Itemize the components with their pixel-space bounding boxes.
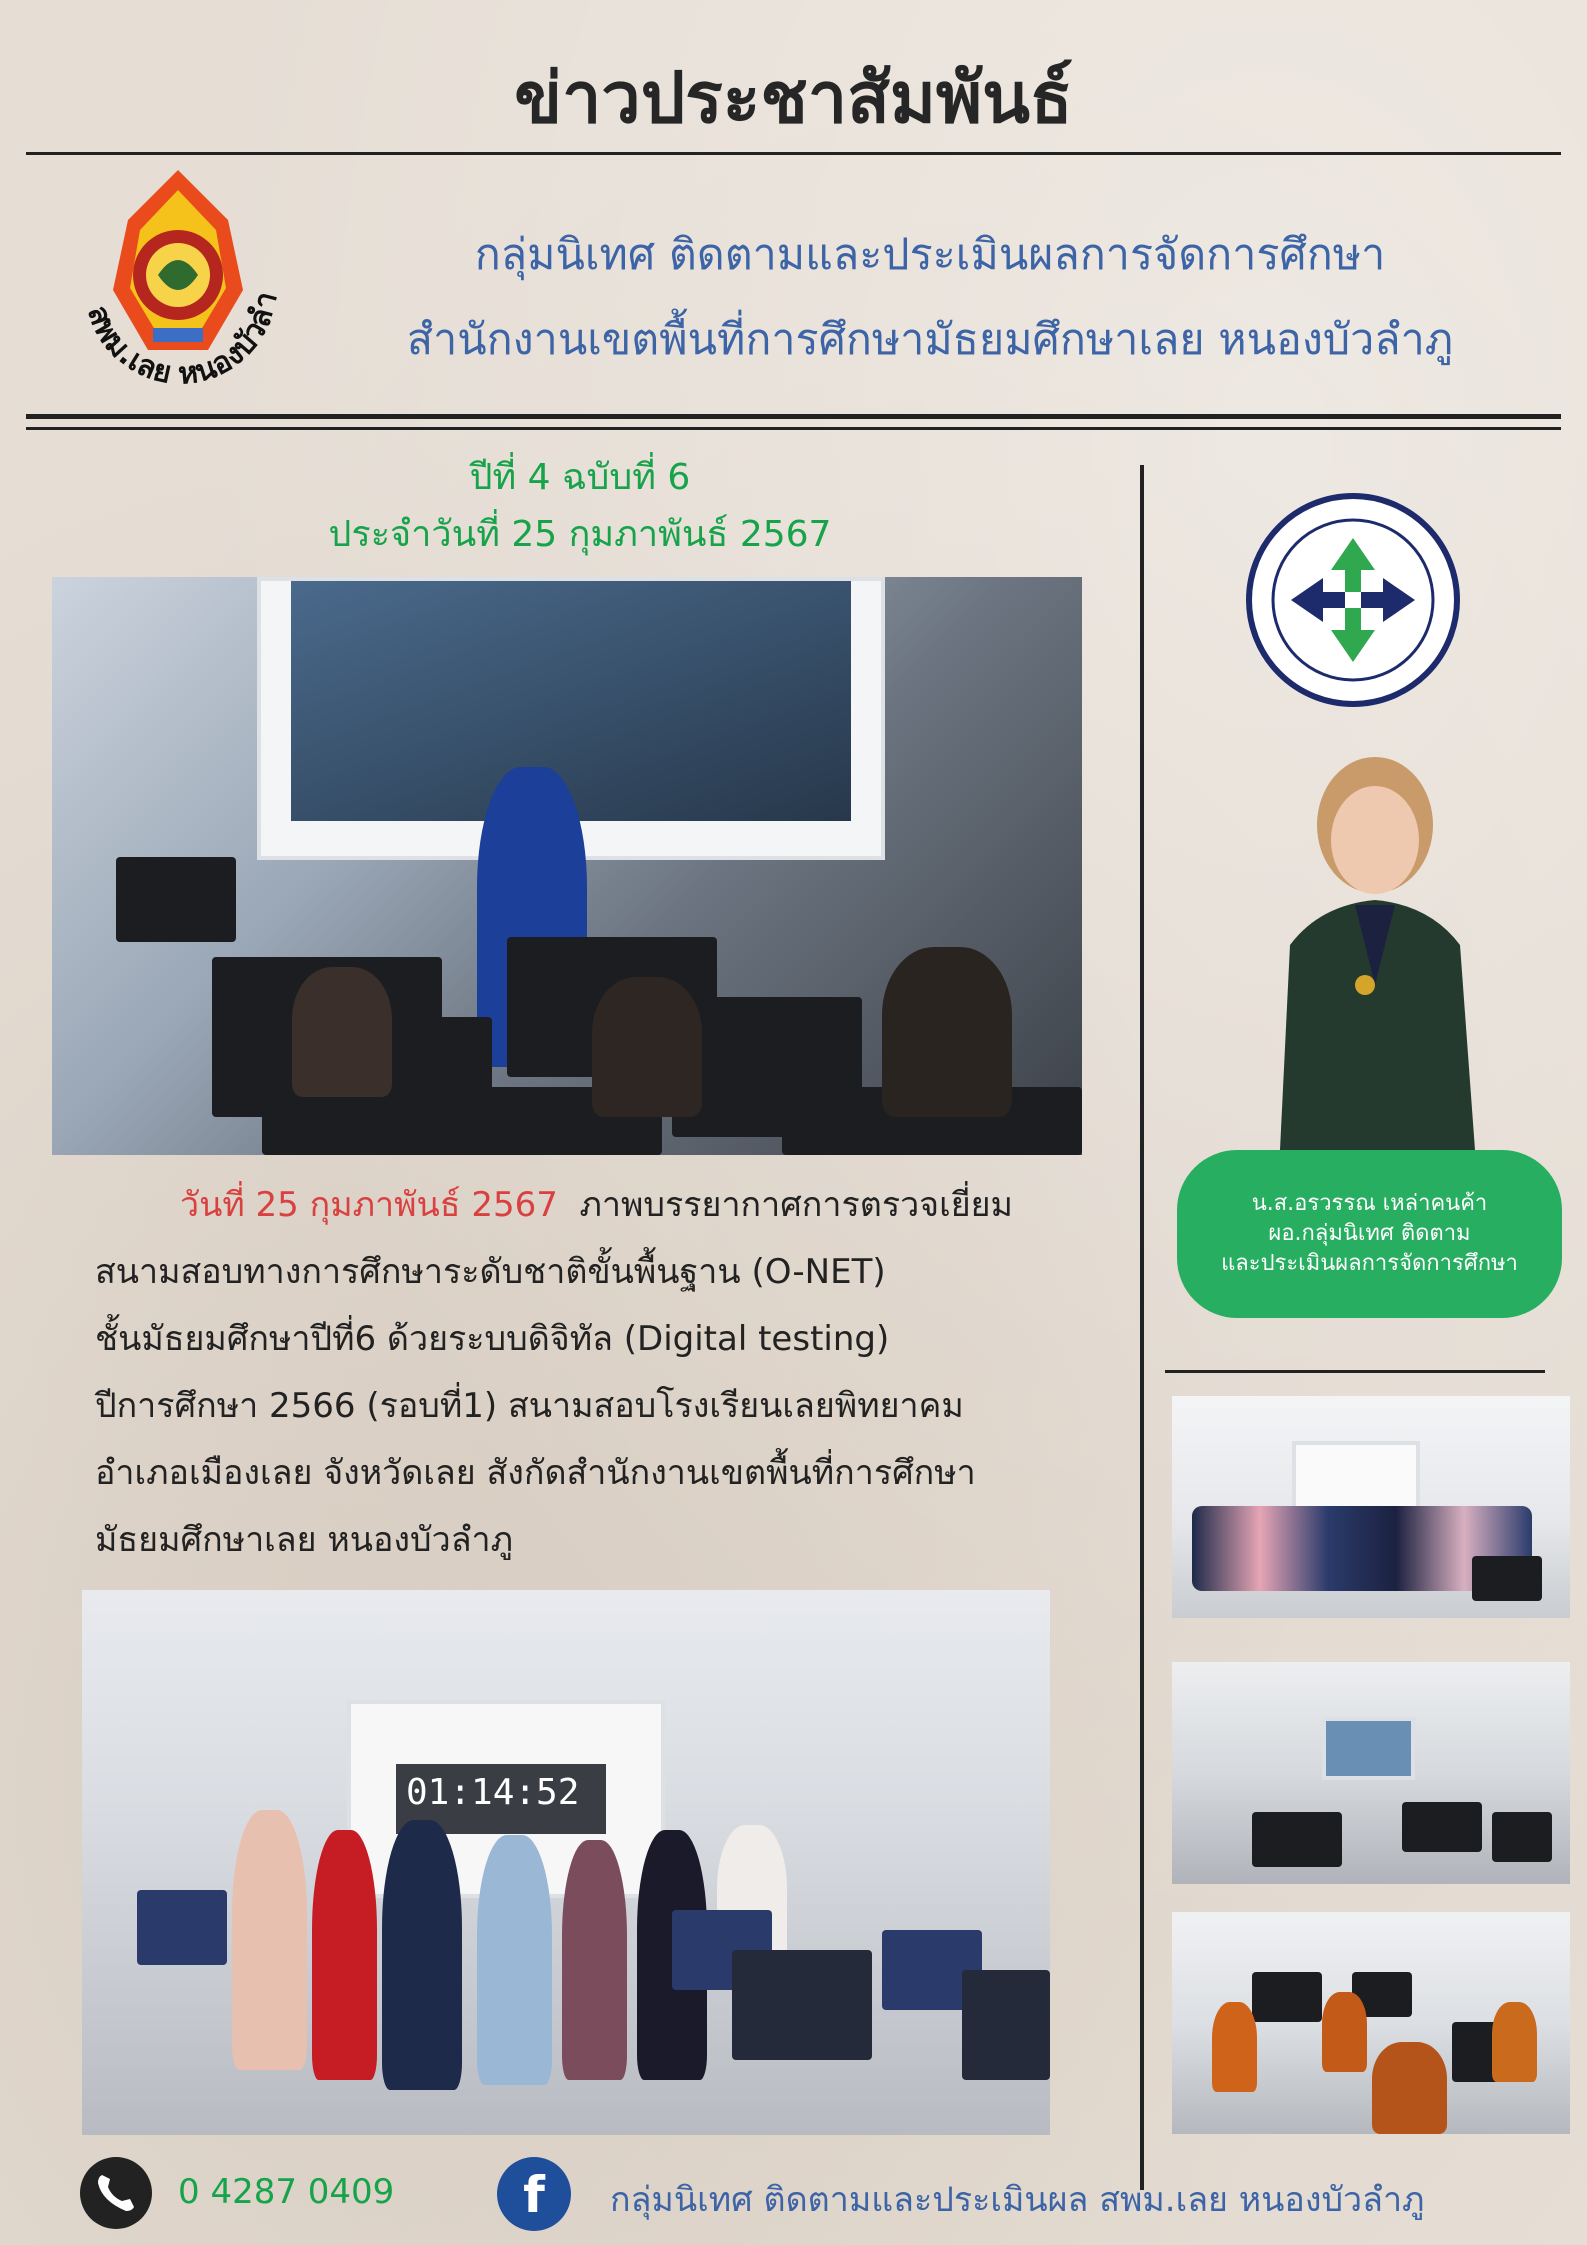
emblem-icon	[58, 160, 298, 400]
svg-text:f: f	[523, 2166, 545, 2224]
article-line-6: มัธยมศึกษาเลย หนองบัวลำภู	[95, 1520, 514, 1560]
article-line-1: ภาพบรรยากาศการตรวจเยี่ยม	[579, 1185, 1013, 1225]
phone-icon	[80, 2157, 152, 2229]
column-divider	[1140, 465, 1144, 2190]
svg-text:สพม.เลย หนองบัวลำภู: สพม.เลย หนองบัวลำ	[79, 288, 285, 392]
director-title-1: ผอ.กลุ่มนิเทศ ติดตาม	[1268, 1221, 1471, 1246]
contact-facebook[interactable]: กลุ่มนิเทศ ติดตามและประเมินผล สพม.เลย หนองบัวลำภู	[610, 2180, 1425, 2220]
portrait-figure-icon	[1260, 755, 1490, 1150]
issue-date: ประจำวันที่ 25 กุมภาพันธ์ 2567	[328, 514, 832, 555]
org-name-line2: สำนักงานเขตพื้นที่การศึกษามัธยมศึกษาเลย หนองบัวลำภู	[406, 315, 1454, 365]
exam-timer: 01:14:52	[406, 1772, 580, 1813]
side-photo-monks	[1172, 1912, 1570, 2134]
page-title: ข่าวประชาสัมพันธ์	[514, 57, 1073, 139]
sidebar-divider	[1165, 1370, 1545, 1373]
header-divider-bottom-1	[26, 414, 1561, 419]
header-divider-bottom-2	[26, 427, 1561, 430]
director-name-badge	[1177, 1150, 1562, 1318]
side-photo-group	[1172, 1396, 1570, 1618]
director-portrait	[1260, 755, 1490, 1150]
director-title-2: และประเมินผลการจัดการศึกษา	[1221, 1251, 1518, 1276]
article-line-5: อำเภอเมืองเลย จังหวัดเลย สังกัดสำนักงานเขตพื้นที่การศึกษา	[95, 1453, 976, 1493]
unit-emblem-icon	[1243, 490, 1463, 710]
article-date: วันที่ 25 กุมภาพันธ์ 2567	[180, 1185, 558, 1225]
group-photo-exam-room	[82, 1590, 1050, 2135]
article-line-2: สนามสอบทางการศึกษาระดับชาติขั้นพื้นฐาน (O-NET)	[95, 1252, 886, 1292]
unit-logo	[1243, 490, 1463, 710]
article-text	[95, 1172, 1135, 1574]
header-divider-top	[26, 152, 1561, 155]
article-line-3: ชั้นมัธยมศึกษาปีที่6 ด้วยระบบดิจิทัล (Digital testing)	[95, 1319, 890, 1359]
facebook-icon	[497, 2157, 571, 2231]
article-line-4: ปีการศึกษา 2566 (รอบที่1) สนามสอบโรงเรียนเลยพิทยาคม	[95, 1386, 964, 1426]
issue-volume: ปีที่ 4 ฉบับที่ 6	[469, 457, 691, 498]
side-photo-classroom	[1172, 1662, 1570, 1884]
main-photo-classroom	[52, 577, 1082, 1155]
office-logo	[58, 160, 298, 400]
org-name-line1: กลุ่มนิเทศ ติดตามและประเมินผลการจัดการศึกษา	[474, 230, 1386, 280]
director-name: น.ส.อรวรรณ เหล่าคนค้า	[1251, 1191, 1488, 1216]
contact-phone: 0 4287 0409	[178, 2172, 395, 2212]
